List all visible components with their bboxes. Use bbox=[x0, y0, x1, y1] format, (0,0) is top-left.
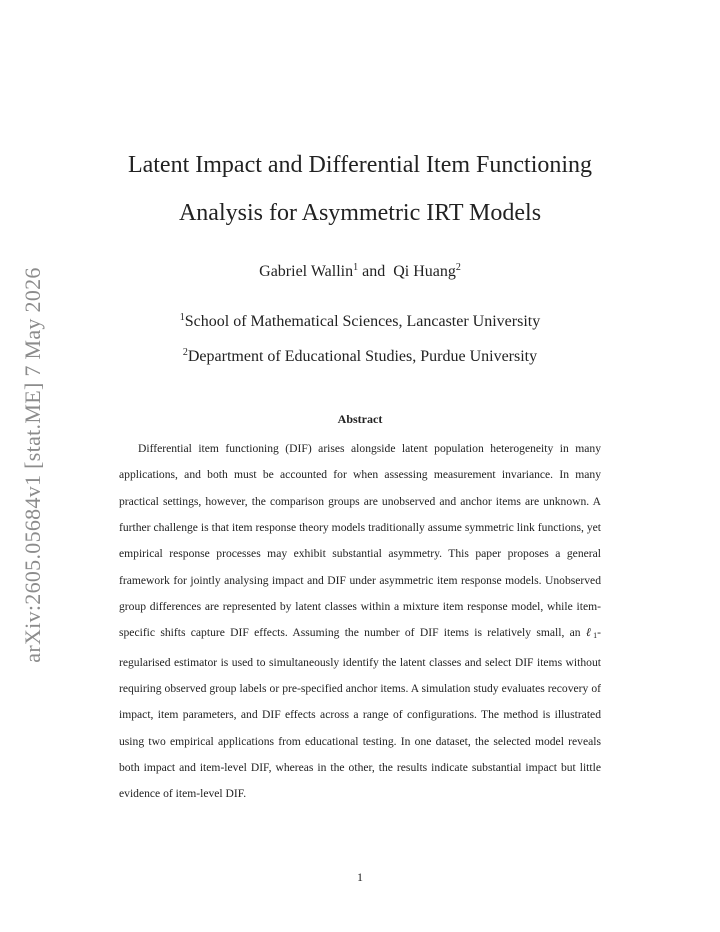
ell-symbol: ℓ bbox=[585, 626, 594, 640]
abstract-text-part: -regularised estimator is used to simultaneously identify the latent classes and select DIF items without requiring observed group labels or pre-specified anchor items. A simulation study evaluates recovery of impact, item parameters, and DIF effects across a range of configurations. The method is illustrated using two empirical applications from educational testing. In one dataset, the selected model reveals both impact and item-level DIF, whereas in the other, the results indicate substantial impact but little evidence of item-level DIF. bbox=[119, 626, 601, 801]
arxiv-stamp: arXiv:2605.05684v1 [stat.ME] 7 May 2026 bbox=[20, 267, 45, 663]
page-number: 1 bbox=[357, 870, 363, 884]
author-conjunction: and bbox=[362, 263, 386, 280]
abstract-heading: Abstract bbox=[337, 412, 383, 426]
affiliation bbox=[0, 313, 720, 331]
affiliation-text: Department of Educational Studies, Purdue University bbox=[187, 348, 538, 365]
ell-subscript: 1 bbox=[593, 631, 598, 641]
affiliation-mark: 2 bbox=[455, 262, 461, 273]
abstract-body bbox=[119, 436, 601, 808]
affiliation-text: School of Mathematical Sciences, Lancaster University bbox=[184, 313, 541, 330]
affiliation-mark: 1 bbox=[353, 262, 359, 273]
paper-title-line-2: Analysis for Asymmetric IRT Models bbox=[178, 200, 542, 226]
affiliation bbox=[0, 348, 720, 366]
math-symbol bbox=[586, 626, 597, 639]
author-list bbox=[0, 263, 720, 281]
author-name: Qi Huang bbox=[393, 263, 456, 280]
affiliation-mark: 2 bbox=[182, 347, 188, 358]
abstract-text-part: Differential item functioning (DIF) arises alongside latent population heterogeneity in many applications, and both must be accounted for when assessing measurement invariance. In many practical settings, however, the comparison groups are unobserved and anchor items are unknown. A further challenge is that item response theory models traditionally assume symmetric link functions, yet empirical response processes may exhibit substantial asymmetry. This paper proposes a general framework for jointly analysing impact and DIF under asymmetric item response models. Unobserved group differences are represented by latent classes within a mixture item response model, while item-specific shifts capture DIF effects. Assuming the number of DIF items is relatively small, an bbox=[119, 442, 601, 640]
author-name: Gabriel Wallin bbox=[259, 263, 354, 280]
affiliation-mark: 1 bbox=[179, 312, 185, 323]
paper-title-line-1: Latent Impact and Differential Item Functioning bbox=[127, 152, 593, 178]
